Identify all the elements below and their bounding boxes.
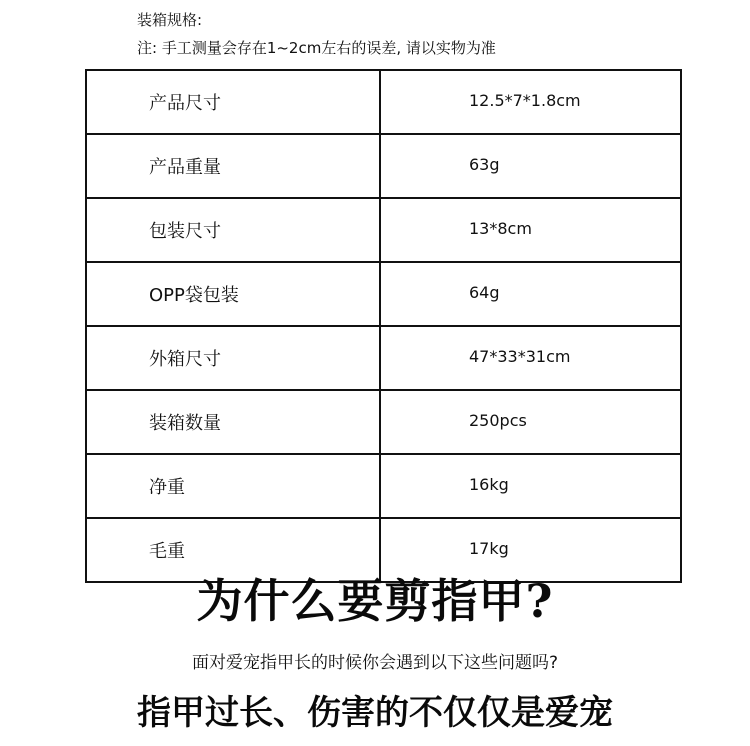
row-label: 产品尺寸	[86, 70, 380, 134]
table-row	[86, 326, 681, 390]
measurement-note: 注: 手工测量会存在1~2cm左右的误差, 请以实物为准	[137, 39, 496, 57]
row-value: 17kg	[380, 518, 681, 582]
row-value: 64g	[380, 262, 681, 326]
section-heading: 为什么要剪指甲?	[196, 574, 554, 628]
table-row	[86, 134, 681, 198]
row-value: 47*33*31cm	[380, 326, 681, 390]
question-text: 面对爱宠指甲长的时候你会遇到以下这些问题吗?	[191, 653, 559, 673]
row-label: 外箱尺寸	[86, 326, 380, 390]
table-row	[86, 390, 681, 454]
table-row	[86, 262, 681, 326]
row-label: 装箱数量	[86, 390, 380, 454]
table-row	[86, 198, 681, 262]
row-label: 产品重量	[86, 134, 380, 198]
packing-spec-title: 装箱规格:	[137, 11, 203, 29]
table-row	[86, 454, 681, 518]
row-value: 63g	[380, 134, 681, 198]
row-value: 250pcs	[380, 390, 681, 454]
row-label: 净重	[86, 454, 380, 518]
spec-table	[85, 69, 682, 583]
row-value: 12.5*7*1.8cm	[380, 70, 681, 134]
row-label: OPP袋包装	[86, 262, 380, 326]
row-value: 13*8cm	[380, 198, 681, 262]
row-label: 毛重	[86, 518, 380, 582]
section-subheading: 指甲过长、伤害的不仅仅是爱宠	[137, 693, 613, 733]
table-row	[86, 70, 681, 134]
row-value: 16kg	[380, 454, 681, 518]
row-label: 包装尺寸	[86, 198, 380, 262]
